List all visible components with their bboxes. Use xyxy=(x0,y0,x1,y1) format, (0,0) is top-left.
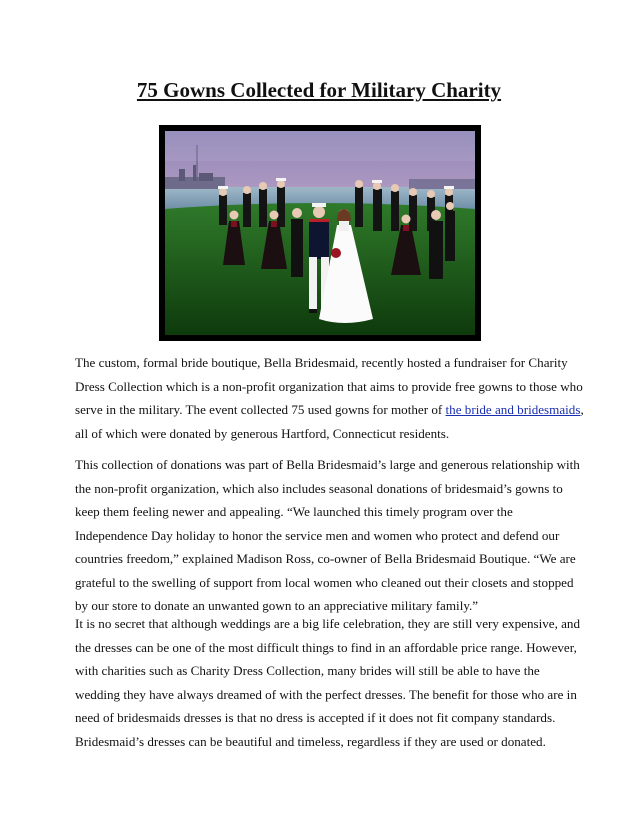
paragraph-1-line: The custom, formal bride boutique, Bella Bridesmaid, recently hosted a fundraiser for Charity xyxy=(75,355,568,370)
paragraph-3 xyxy=(75,612,581,753)
paragraph-3-line: need of bridesmaids dresses is that no dress is accepted if it does not fit company standards. xyxy=(75,710,556,725)
paragraph-2-line: countries freedom,” explained Madison Ross, co-owner of Bella Bridesmaid Boutique. “We are xyxy=(75,551,576,566)
paragraph-2-line: the non-profit organization, which also includes seasonal donations of bridesmaid’s gowns to xyxy=(75,480,563,496)
paragraph-3-line: with charities such as Charity Dress Collection, many brides will still be able to have the xyxy=(75,663,540,678)
paragraph-1-line: all of which were donated by generous Hartford, Connecticut residents. xyxy=(75,425,450,441)
paragraph-1-line: Dress Collection which is a non-profit organization that aims to provide free gowns to those who xyxy=(75,378,583,394)
paragraph-2 xyxy=(75,453,580,618)
paragraph-1-line xyxy=(75,398,584,422)
paragraph-2-line: by our store to donate an unwanted gown to an appreciative military family.” xyxy=(75,598,479,613)
wedding-party-photo xyxy=(159,125,481,341)
bride-and-bridesmaids-link[interactable]: the bride and bridesmaids xyxy=(445,402,581,417)
paragraph-3-line: Bridesmaid’s dresses can be beautiful and timeless, regardless if they are used or donated. xyxy=(75,733,546,749)
paragraph-3-line: the dresses can be one of the most difficult things to find in an affordable price range. However, xyxy=(75,639,577,655)
paragraph-2-line: keep them feeling newer and appealing. “We launched this timely program over the xyxy=(75,504,513,519)
paragraph-3-line: It is no secret that although weddings are a big life celebration, they are still very expensive, and xyxy=(75,616,581,631)
paragraph-3-line: wedding they have always dreamed of with the perfect dresses. The benefit for those who are in xyxy=(75,686,577,702)
paragraph-1 xyxy=(75,351,584,445)
paragraph-2-line: Independence Day holiday to honor the service men and women who protect and defend our xyxy=(75,527,560,543)
paragraph-1-text: , xyxy=(580,402,584,417)
paragraph-1-text: serve in the military. The event collected 75 used gowns for mother of xyxy=(75,402,446,417)
article-title: 75 Gowns Collected for Military Charity xyxy=(136,78,502,102)
paragraph-2-line: grateful to the swelling of support from local women who cleaned out their closets and stopped xyxy=(75,574,574,590)
paragraph-2-line: This collection of donations was part of Bella Bridesmaid’s large and generous relationship with xyxy=(75,457,580,472)
